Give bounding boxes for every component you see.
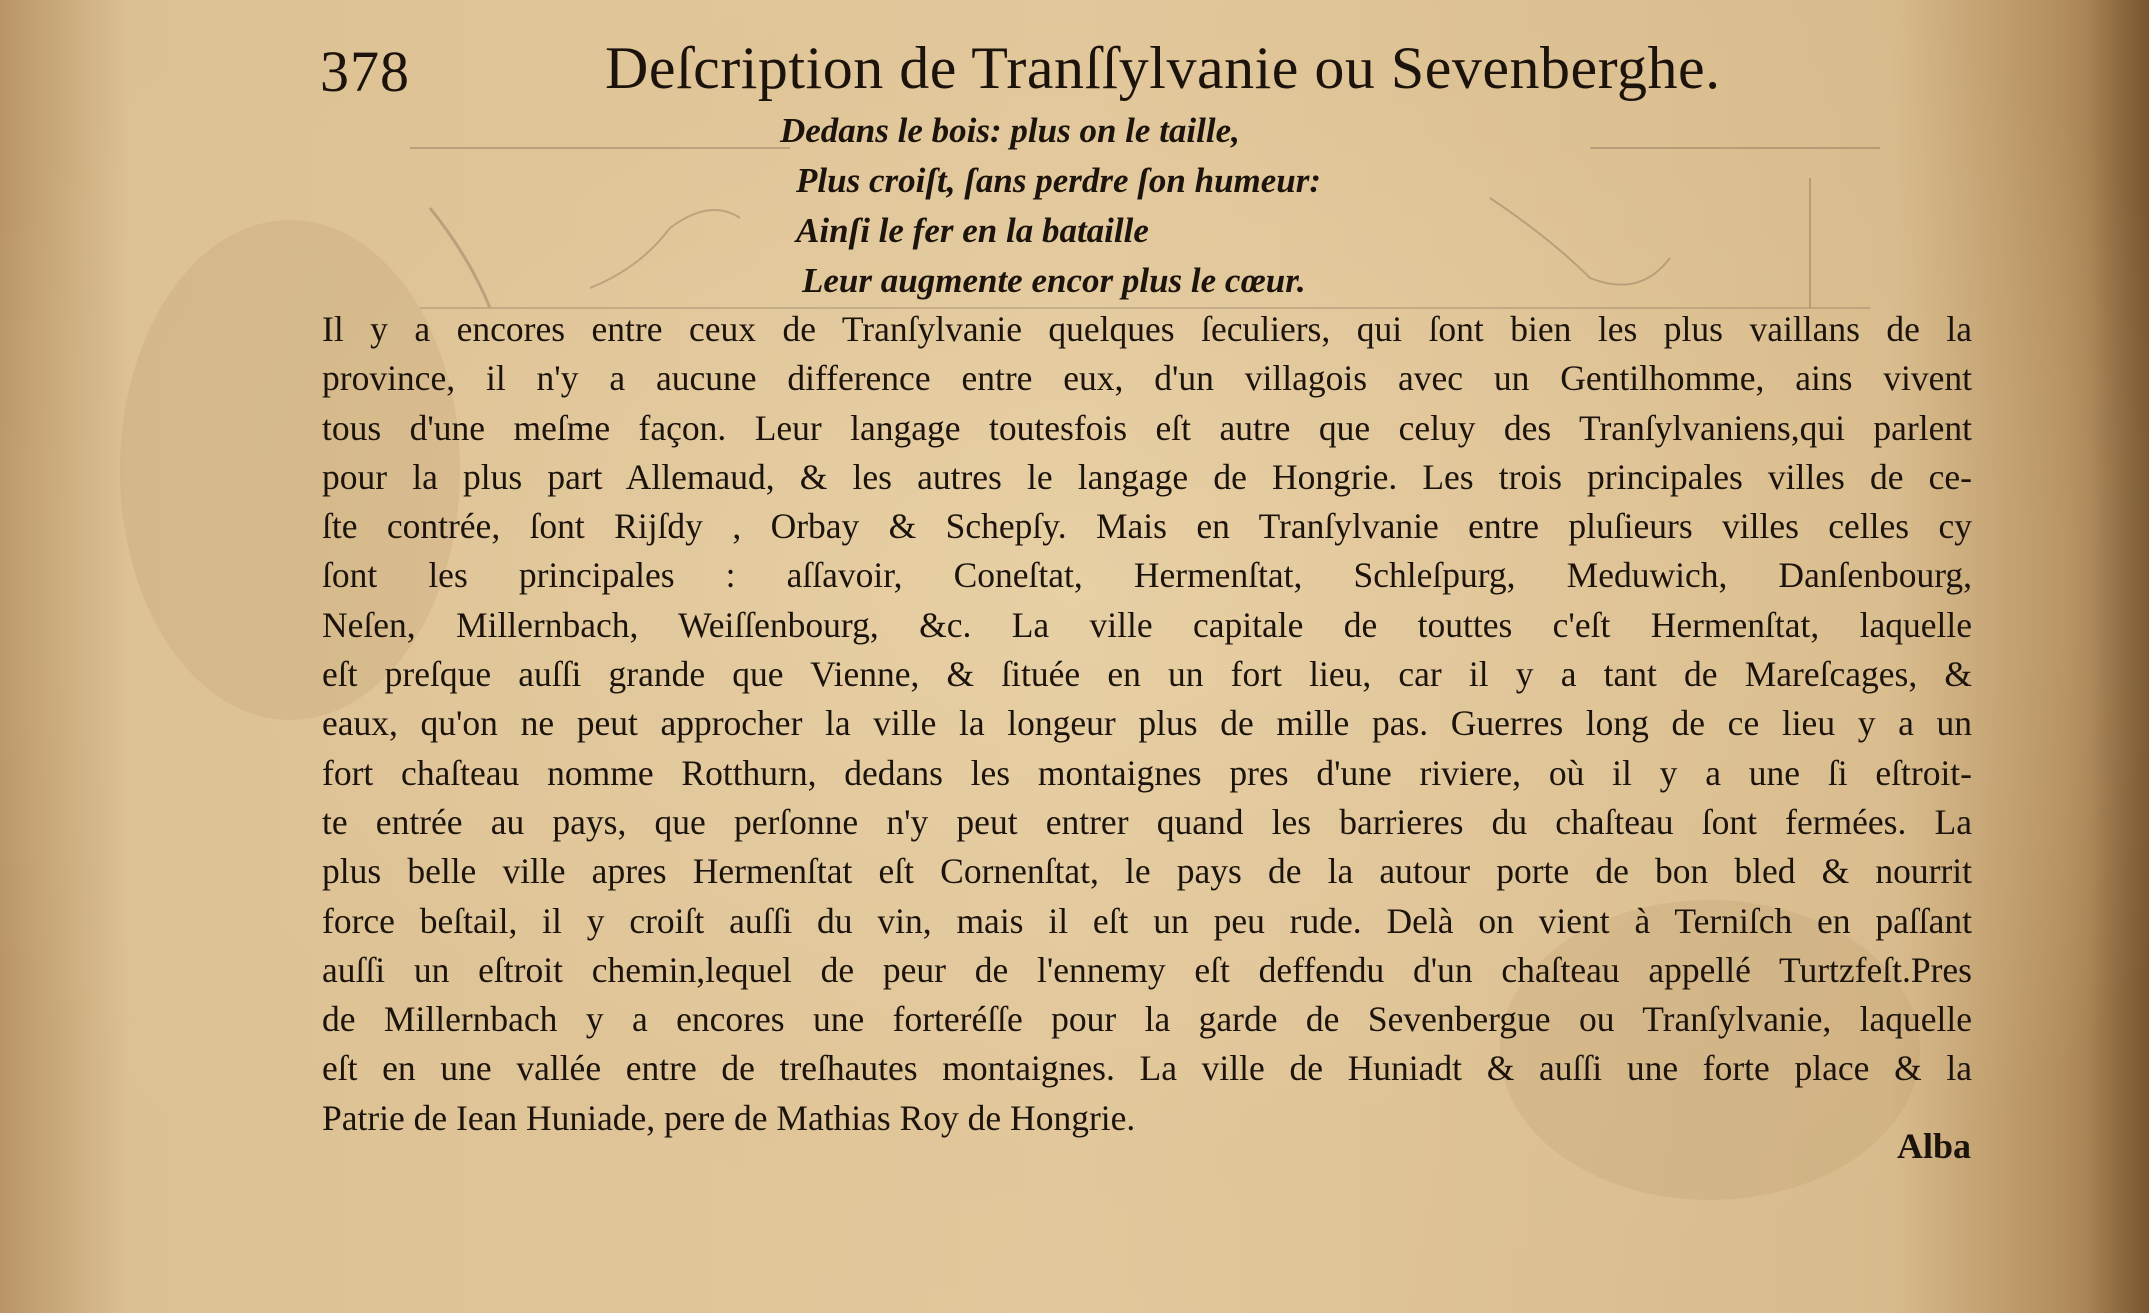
text-line: eſt preſque auſſi grande que Vienne, & ſituée en un fort lieu, car il y a tant de Mareſcages, & [322,654,1972,695]
verse-line: Dedans le bois: plus on le taille, [780,111,1240,150]
verse-block [780,106,1680,306]
body-paragraph [322,305,1972,1143]
page-header [320,28,2020,118]
text-line: ſte contrée, ſont Rijſdy , Orbay & Schepſy. Mais en Tranſylvanie entre pluſieurs villes celles cy [322,506,1972,547]
text-line: eaux, qu'on ne peut approcher la ville la longeur plus de mille pas. Guerres long de ce lieu y a un [322,703,1972,744]
catchword: Alba [1896,1126,1971,1166]
running-title: Deſcription de Tranſſylvanie ou Sevenberghe. [605,35,1721,101]
text-line: tous d'une meſme façon. Leur langage toutesfois eſt autre que celuy des Tranſylvaniens,qui parlent [322,407,1972,448]
text-line: Patrie de Iean Huniade, pere de Mathias Roy de Hongrie. [322,1097,1136,1138]
text-line: de Millernbach y a encores une forteréſſe pour la garde de Sevenbergue ou Tranſylvanie, laquelle [322,999,1972,1040]
text-line: ſont les principales : aſſavoir, Coneſtat, Hermenſtat, Schleſpurg, Meduwich, Danſenbourg, [322,555,1972,596]
text-line: force beſtail, il y croiſt auſſi du vin, mais il eſt un peu rude. Delà on vient à Terniſch en paſſant [322,900,1972,941]
gutter-shadow [2089,0,2149,1313]
page-number: 378 [320,39,410,104]
verse-line: Ainſi le fer en la bataille [796,211,1149,250]
text-line: Il y a encores entre ceux de Tranſylvanie quelques ſeculiers, qui ſont bien les plus vaillans de la [322,309,1972,349]
verse-line: Plus croiſt, ſans perdre ſon humeur: [796,161,1322,200]
verse-line: Leur augmente encor plus le cœur. [802,261,1306,300]
text-line: fort chaſteau nomme Rotthurn, dedans les montaignes pres d'une riviere, où il y a une ſi eſtroit- [322,752,1972,793]
text-line: plus belle ville apres Hermenſtat eſt Cornenſtat, le pays de la autour porte de bon bled & nourrit [322,851,1972,892]
text-line: pour la plus part Allemaud, & les autres le langage de Hongrie. Les trois principales villes de ce- [322,456,1972,497]
text-line: province, il n'y a aucune difference entre eux, d'un villagois avec un Gentilhomme, ains vivent [322,358,1972,399]
text-line: eſt en une vallée entre de treſhautes montaignes. La ville de Huniadt & auſſi une forte place & la [322,1048,1972,1089]
text-line: Neſen, Millernbach, Weiſſenbourg, &c. La ville capitale de touttes c'eſt Hermenſtat, laquelle [322,604,1972,645]
text-line: auſſi un eſtroit chemin,lequel de peur de l'ennemy eſt deffendu d'un chaſteau appellé Turtzfeſt.Pres [322,949,1972,990]
text-line: te entrée au pays, que perſonne n'y peut entrer quand les barrieres du chaſteau ſont fermées. La [322,801,1972,842]
